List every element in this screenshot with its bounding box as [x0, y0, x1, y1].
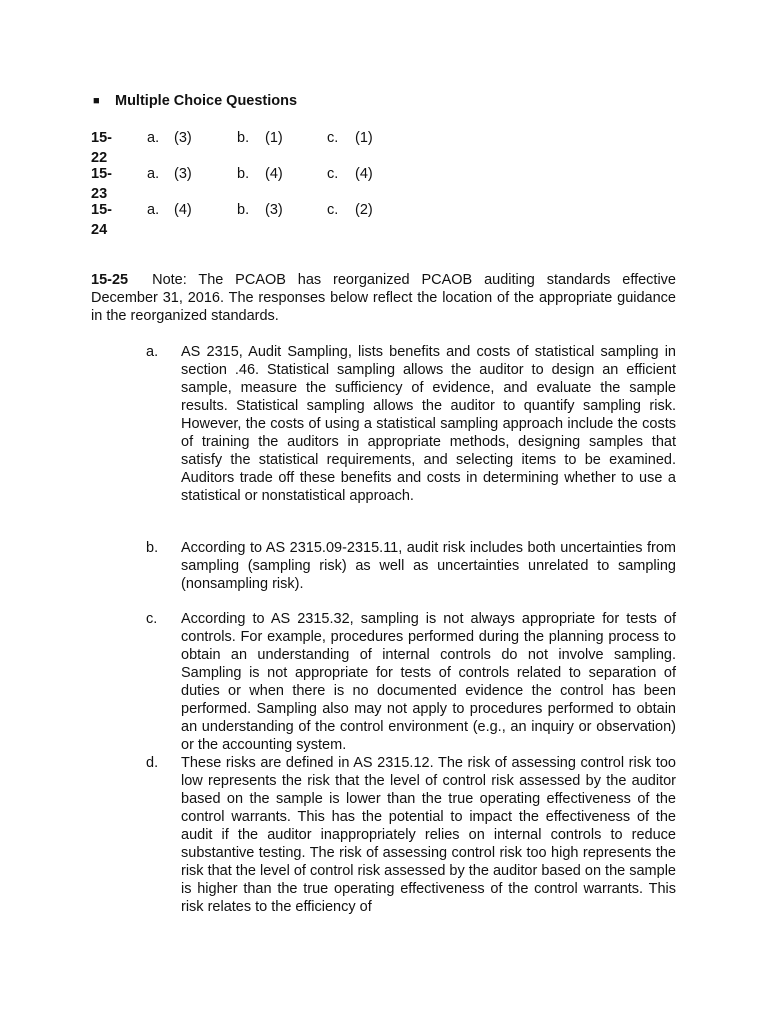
answer-label: b.	[237, 130, 250, 146]
question-number: 15-25	[91, 272, 129, 288]
item-letter: b.	[146, 540, 159, 556]
question-number: 15-23	[91, 166, 112, 202]
section-title: Multiple Choice Questions	[115, 93, 298, 109]
question-number: 15-22	[91, 130, 112, 166]
answer-value: (4)	[265, 166, 283, 182]
answer-value: (1)	[265, 130, 283, 146]
item-letter: a.	[146, 344, 159, 360]
answer-value: (3)	[174, 130, 192, 146]
answer-label: c.	[327, 166, 339, 182]
item-text: These risks are defined in AS 2315.12. The risk of assessing control risk too low represents the risk that the level of control risk assessed by the auditor based on the sample is lower than the true operating effectiveness of the control warrants. This has the potential to impact the effectiveness of the audit if the auditor inappropriately relies on internal controls to reduce substantive testing. The risk of assessing control risk too high represents the risk that the level of control risk assessed by the auditor based on the sample is higher than the true operating effectiveness of the control warrants. This risk relates to the efficiency of	[181, 755, 676, 915]
answer-label: b.	[237, 166, 250, 182]
answer-label: b.	[237, 202, 250, 218]
item-text: According to AS 2315.09-2315.11, audit risk includes both uncertainties from sampling (sampling risk) as well as uncertainties unrelated to sampling (nonsampling risk).	[181, 540, 676, 592]
question-15-25-intro	[91, 271, 676, 325]
answer-label: a.	[147, 202, 160, 218]
answer-value: (4)	[174, 202, 192, 218]
answer-label: a.	[147, 130, 160, 146]
answer-value: (3)	[265, 202, 283, 218]
answer-value: (3)	[174, 166, 192, 182]
answer-value: (4)	[355, 166, 373, 182]
answer-value: (2)	[355, 202, 373, 218]
square-bullet-icon: ■	[93, 95, 100, 107]
intro-text: Note: The PCAOB has reorganized PCAOB auditing standards effective December 31, 2016. The responses below reflect the location of the appropriate guidance in the reorganized standards.	[91, 272, 676, 324]
answer-label: a.	[147, 166, 160, 182]
answer-label: c.	[327, 130, 339, 146]
item-text: AS 2315, Audit Sampling, lists benefits and costs of statistical sampling in section .46. Statistical sampling allows the auditor to design an efficient sample, measure the sufficiency of evidence, and evaluate the sample results. Statistical sampling allows the auditor to quantify sampling risk. However, the costs of using a statistical sampling approach include the costs of training the auditors in appropriate methods, designing samples that satisfy the statistical requirements, and selecting items to be examined. Auditors trade off these benefits and costs in determining whether to use a statistical or nonstatistical approach.	[181, 344, 676, 504]
item-text: According to AS 2315.32, sampling is not always appropriate for tests of controls. For example, procedures performed during the planning process to obtain an understanding of internal controls do not involve sampling. Sampling is not appropriate for tests of controls related to separation of duties or when there is no documented evidence the control has been performed. Sampling also may not apply to procedures performed to obtain an understanding of the control environment (e.g., an inquiry or observation) or the accounting system.	[181, 611, 676, 753]
answer-label: c.	[327, 202, 339, 218]
item-letter: d.	[146, 755, 159, 771]
answer-value: (1)	[355, 130, 373, 146]
section-heading	[93, 93, 297, 109]
item-letter: c.	[146, 611, 158, 627]
question-number: 15-24	[91, 202, 112, 238]
